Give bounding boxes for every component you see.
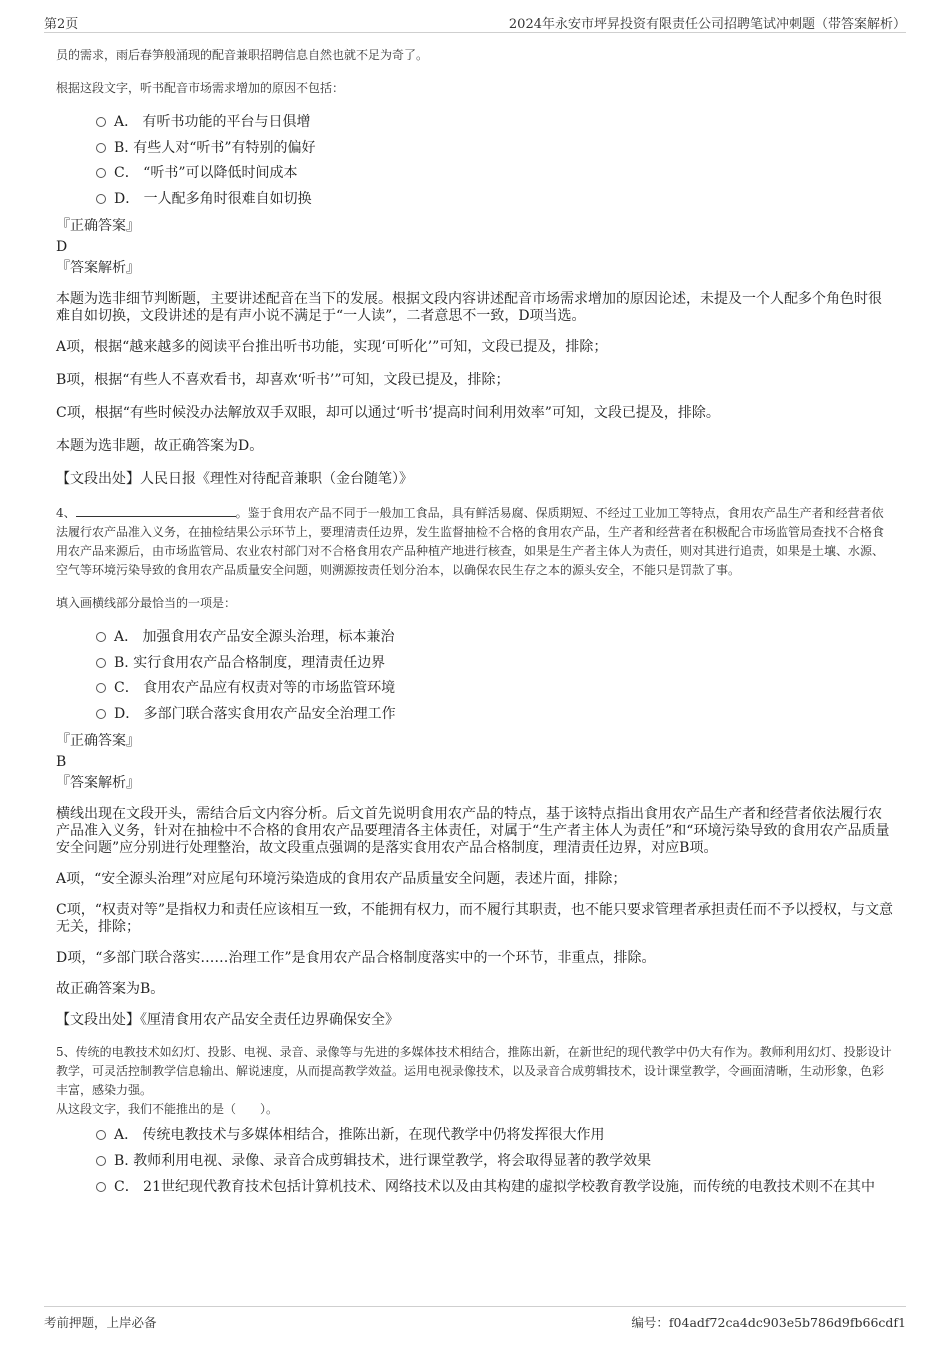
radio-icon[interactable] (96, 683, 106, 693)
document-body (56, 44, 894, 1197)
q4-answer: B (56, 754, 67, 770)
fill-blank (76, 504, 236, 517)
document-id: 编号：f04adf72ca4dc903e5b786d9fb66cdf1 (631, 1315, 906, 1330)
page-footer (44, 1306, 906, 1337)
radio-icon[interactable] (96, 168, 106, 178)
q3-answer-label: 『正确答案』 (56, 218, 140, 234)
radio-icon[interactable] (96, 1156, 106, 1166)
q4-answer-label: 『正确答案』 (56, 733, 140, 749)
q4-passage: 4、 。鉴于食用农产品不同于一般加工食品，具有鲜活易腐、保质期短、不经过工业加工等特点，食用农产品生产者和经营者依法履行农产品准入义务，在抽检结果公示环节上，要理清责任边界，发生监督抽检不合格的食用农产品，生产者和经营者在积极配合市场监管局查找不合格食用农产品来源后，由市场监管局、农业农村部门对不合格食用农产品种植产地进行核查，如果是生产者主体人为责任，则对其进行追责，如果是土壤、水源、空气等环境污染导致的食用农产品质量安全问题，则溯源按责任划分治本，以确保农民生存之本的源头安全，不能只是罚款了事。 (56, 506, 885, 577)
radio-icon[interactable] (96, 1130, 106, 1140)
q4-analysis-1: 横线出现在文段开头，需结合后文内容分析。后文首先说明食用农产品的特点，基于该特点指出食用农产品生产者和经营者依法履行农产品准入义务，针对在抽检中不合格的食用农产品要理清各主体责任，对属于“生产者主体人为责任”和“环境污染导致的食用农产品质量安全问题”应分别进行处理整治，故文段重点强调的是落实食用农产品合格制度，理清责任边界，对应B项。 (56, 806, 890, 856)
document-title: 2024年永安市坪昇投资有限责任公司招聘笔试冲刺题（带答案解析） (508, 17, 906, 32)
q3-question: 根据这段文字，听书配音市场需求增加的原因不包括： (56, 81, 345, 95)
radio-icon[interactable] (96, 709, 106, 719)
q3-option-d[interactable]: D． 一人配多角时很难自如切换 (96, 187, 894, 213)
q4-option-b[interactable]: B. 实行食用农产品合格制度，理清责任边界 (96, 651, 894, 677)
q3-answer: D (56, 239, 68, 255)
q3-source: 【文段出处】人民日报《理性对待配音兼职（金台随笔）》 (56, 471, 413, 487)
q4-option-a[interactable]: A． 加强食用农产品安全源头治理，标本兼治 (96, 625, 894, 651)
q3-analysis-1: 本题为选非细节判断题，主要讲述配音在当下的发展。根据文段内容讲述配音市场需求增加的原因论述，未提及一个人配多个角色时很难自如切换，文段讲述的是有声小说不满足于“一人读”，二者意思不一致，D项当选。 (56, 291, 882, 324)
q3-analysis-5: 本题为选非题，故正确答案为D。 (56, 438, 264, 454)
radio-icon[interactable] (96, 194, 106, 204)
q4-source: 【文段出处】《厘清食用农产品安全责任边界确保安全》 (56, 1012, 399, 1028)
q3-option-a[interactable]: A． 有听书功能的平台与日俱增 (96, 110, 894, 136)
q3-passage-end: 员的需求，雨后春笋般涌现的配音兼职招聘信息自然也就不足为奇了。 (56, 48, 429, 62)
q5-option-a[interactable]: A． 传统电教技术与多媒体相结合，推陈出新，在现代教学中仍将发挥很大作用 (96, 1123, 894, 1149)
q3-analysis-label: 『答案解析』 (56, 260, 140, 276)
q4-option-c[interactable]: C． 食用农产品应有权责对等的市场监管环境 (96, 676, 894, 702)
q4-analysis-5: 故正确答案为B。 (56, 981, 165, 997)
q4-question: 填入画横线部分最恰当的一项是： (56, 596, 237, 610)
q3-options (56, 110, 894, 212)
radio-icon[interactable] (96, 1182, 106, 1192)
q4-options (56, 625, 894, 727)
radio-icon[interactable] (96, 143, 106, 153)
q3-analysis-3: B项，根据“有些人不喜欢看书，却喜欢‘听书’”可知，文段已提及，排除； (56, 372, 510, 388)
q3-analysis-4: C项，根据“有些时候没办法解放双手双眼，却可以通过‘听书’提高时间利用效率”可知，文段已提及，排除。 (56, 405, 720, 421)
q5-question: 从这段文字，我们不能推出的是（ ）。 (56, 1102, 279, 1116)
q5-options (56, 1123, 894, 1197)
q4-analysis-2: A项，“安全源头治理”对应尾句环境污染造成的食用农产品质量安全问题，表述片面，排除； (56, 871, 627, 887)
q5-option-c[interactable]: C． 21世纪现代教育技术包括计算机技术、网络技术以及由其构建的虚拟学校教育教学设施，而传统的电教技术则不在其中 (96, 1177, 894, 1197)
q4-analysis-label: 『答案解析』 (56, 775, 140, 791)
q3-option-c[interactable]: C． “听书”可以降低时间成本 (96, 161, 894, 187)
radio-icon[interactable] (96, 658, 106, 668)
radio-icon[interactable] (96, 117, 106, 127)
radio-icon[interactable] (96, 632, 106, 642)
q4-analysis-4: D项，“多部门联合落实……治理工作”是食用农产品合格制度落实中的一个环节，非重点，排除。 (56, 950, 656, 966)
q3-analysis-2: A项，根据“越来越多的阅读平台推出听书功能，实现‘可听化’”可知，文段已提及，排除； (56, 339, 608, 355)
page-number: 第2页 (44, 17, 79, 32)
q5-passage: 5、传统的电教技术如幻灯、投影、电视、录音、录像等与先进的多媒体技术相结合，推陈出新，在新世纪的现代教学中仍大有作为。教师利用幻灯、投影设计教学，可灵活控制教学信息输出、解说速度，从而提高教学效益。运用电视录像技术，以及录音合成剪辑技术，设计课堂教学，令画面清晰，生动形象，色彩丰富，感染力强。 (56, 1045, 892, 1097)
q4-analysis-3: C项，“权责对等”是指权力和责任应该相互一致，不能拥有权力，而不履行其职责，也不能只要求管理者承担责任而不予以授权，与文意无关，排除； (56, 902, 894, 935)
page-header (44, 10, 906, 33)
footer-slogan: 考前押题，上岸必备 (44, 1315, 157, 1330)
q3-option-b[interactable]: B. 有些人对“听书”有特别的偏好 (96, 136, 894, 162)
q4-option-d[interactable]: D． 多部门联合落实食用农产品安全治理工作 (96, 702, 894, 728)
q5-option-b[interactable]: B. 教师利用电视、录像、录音合成剪辑技术，进行课堂教学，将会取得显著的教学效果 (96, 1149, 894, 1175)
